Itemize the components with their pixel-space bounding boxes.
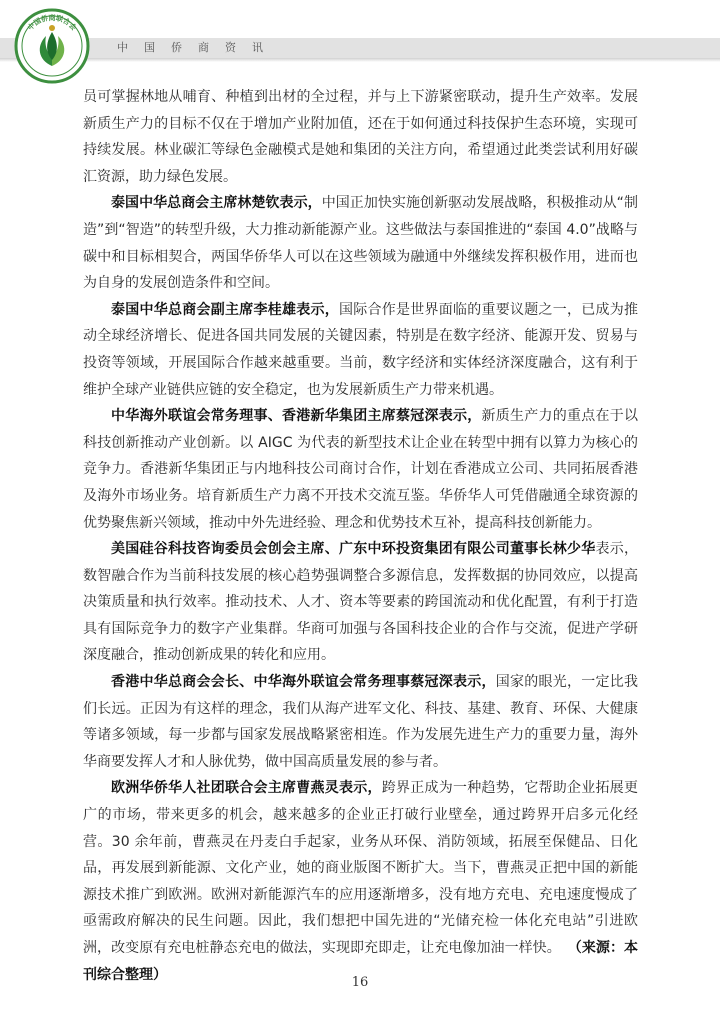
speaker-name: 泰国中华总商会副主席李桂雄表示， [111,301,339,318]
speaker-name: 欧洲华侨华人社团联合会主席曹燕灵表示， [111,780,382,797]
paragraph-text: 员可掌握林地从哺育、种植到出材的全过程，并与上下游紧密联动，提升生产效率。发展新质生产力的目标不仅在于增加产业附加值，还在于如何通过科技保护生态环境，实现可持续发展。林业碳汇等绿色金融模式是她和集团的关注方向，希望通过此类尝试利用好碳汇资源，助力绿色发展。 [83,89,638,185]
paragraph-text: 新质生产力的重点在于以科技创新推动产业创新。以 AIGC 为代表的新型技术让企业在转型中拥有以算力为核心的竞争力。香港新华集团正与内地科技公司商讨合作，计划在香港成立公司、共同拓展香港及海外市场业务。培育新质生产力离不开技术交流互鉴。华侨华人可凭借融通全球资源的优势聚焦新兴领域，推动中外先进经验、理念和优势技术互补，提高科技创新能力。 [83,408,638,531]
article-paragraph [83,536,638,669]
speaker-name: 泰国中华总商会主席林楚钦表示， [111,195,322,212]
article-body [83,84,638,988]
page-number: 16 [351,975,369,990]
chamber-logo-icon [12,6,92,86]
source-note: （来源：本刊综合整理） [83,940,639,983]
header-title: 中国侨商资讯 [117,41,279,54]
speaker-name: 香港中华总商会会长、中华海外联谊会常务理事蔡冠深表示， [111,674,496,691]
header-divider [0,58,720,62]
header-band [0,38,720,58]
speaker-name: 美国硅谷科技咨询委员会创会主席、广东中环投资集团有限公司董事长林少华 [111,541,596,558]
paragraph-text: 中国正加快实施创新驱动发展战略，积极推动从“制造”到“智造”的转型升级，大力推动新能源产业。这些做法与泰国推进的“泰国 4.0”战略与碳中和目标相契合，两国华侨华人可以在这些领域为融通中外继续发挥积极作用，进而也为自身的发展创造条件和空间。 [83,195,638,292]
article-paragraph [83,297,638,403]
article-paragraph [83,669,638,775]
paragraph-text: 国家的眼光，一定比我们长远。正因为有这样的理念，我们从海产进军文化、科技、基建、教育、环保、大健康等诸多领域，每一步都与国家发展战略紧密相连。作为发展先进生产力的重要力量，海外华商要发挥人才和人脉优势，做中国高质量发展的参与者。 [83,674,638,770]
speaker-name: 中华海外联谊会常务理事、香港新华集团主席蔡冠深表示， [111,408,482,425]
logo-text: 中国侨商联合会 [26,14,78,33]
paragraph-text: 跨界正成为一种趋势，它帮助企业拓展更广的市场，带来更多的机会，越来越多的企业正打破行业壁垒，通过跨界开启多元化经营。30 余年前，曹燕灵在丹麦白手起家，业务从环保、消防领域，拓展至保健品、日化品，再发展到新能源、文化产业，她的商业版图不断扩大。当下，曹燕灵正把中国的新能源技术推广到欧洲。欧洲对新能源汽车的应用逐渐增多，没有地方充电、充电速度慢成了亟需政府解决的民生问题。因此，我们想把中国先进的“光储充检一体化充电站”引进欧洲，改变原有充电桩静态充电的做法，实现即充即走，让充电像加油一样快。 [83,780,638,956]
article-paragraph [83,403,638,536]
article-paragraph [83,775,638,988]
article-paragraph [83,84,638,190]
article-paragraph [83,190,638,296]
paragraph-text: 国际合作是世界面临的重要议题之一，已成为推动全球经济增长、促进各国共同发展的关键因素，特别是在数字经济、能源开发、贸易与投资等领域，开展国际合作越来越重要。当前，数字经济和实体经济深度融合，这有利于维护全球产业链供应链的安全稳定，也为发展新质生产力带来机遇。 [83,301,638,398]
paragraph-text: 表示，数智融合作为当前科技发展的核心趋势强调整合多源信息，发挥数据的协同效应，以提高决策质量和执行效率。推动技术、人才、资本等要素的跨国流动和优化配置，有利于打造具有国际竞争力的数字产业集群。华商可加强与各国科技企业的合作与交流，促进产学研深度融合，推动创新成果的转化和应用。 [83,541,638,664]
